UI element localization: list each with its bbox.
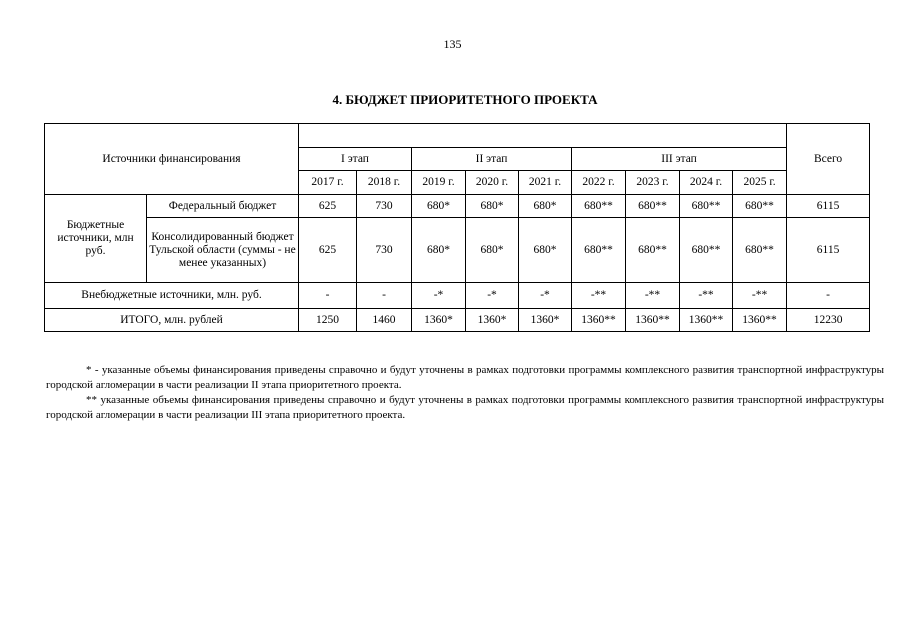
table-cell: 730	[357, 195, 412, 218]
year-header: 2023 г.	[626, 171, 680, 195]
row-total-federal: 6115	[787, 195, 870, 218]
table-cell: 680**	[680, 218, 733, 283]
sources-header: Источники финансирования	[45, 148, 299, 171]
year-header: 2017 г.	[299, 171, 357, 195]
table-cell: 680**	[733, 218, 787, 283]
year-header: 2020 г.	[466, 171, 519, 195]
table-cell: 625	[299, 218, 357, 283]
table-year-row	[45, 171, 870, 195]
year-header: 2024 г.	[680, 171, 733, 195]
table-header-spacer-row	[45, 124, 870, 148]
budget-table	[44, 123, 870, 332]
year-header: 2019 г.	[412, 171, 466, 195]
row-label-total: ИТОГО, млн. рублей	[45, 309, 299, 332]
row-total-regional: 6115	[787, 218, 870, 283]
sources-header-top	[45, 124, 299, 148]
table-cell: 680**	[626, 195, 680, 218]
footnote-double-star: ** указанные объемы финансирования приведены справочно и будут уточнены в рамках подготовки программы комплексного развития транспортной инфраструктуры городской агломерации в части реализации III этапа приоритетного проекта.	[46, 394, 884, 421]
table-stage-row	[45, 148, 870, 171]
table-cell: 1360**	[626, 309, 680, 332]
table-row-regional	[45, 218, 870, 283]
years-header-spacer	[299, 124, 787, 148]
row-label-extrabudget: Внебюджетные источники, млн. руб.	[45, 283, 299, 309]
page-number: 135	[443, 37, 462, 51]
table-cell: -**	[572, 283, 626, 309]
table-cell: 680*	[466, 195, 519, 218]
row-label-regional: Консолидированный бюджет Тульской области (суммы - не менее указанных)	[147, 218, 299, 283]
row-total-extrabudget: -	[787, 283, 870, 309]
table-cell: -**	[680, 283, 733, 309]
footnote-single-star: * - указанные объемы финансирования приведены справочно и будут уточнены в рамках подготовки программы комплексного развития транспортной инфраструктуры городской агломерации в части реализации II этапа приоритетного проекта.	[46, 364, 884, 391]
table-cell: 680**	[626, 218, 680, 283]
table-cell: 1360**	[572, 309, 626, 332]
table-cell: 680**	[680, 195, 733, 218]
table-cell: 680**	[733, 195, 787, 218]
stage-2-header: II этап	[412, 148, 572, 171]
budget-group-label: Бюджетные источники, млн руб.	[45, 195, 147, 283]
table-row-total	[45, 309, 870, 332]
table-cell: 680*	[466, 218, 519, 283]
year-header: 2021 г.	[519, 171, 572, 195]
table-cell: 680*	[519, 218, 572, 283]
table-cell: 1360*	[519, 309, 572, 332]
table-row-federal	[45, 195, 870, 218]
table-cell: 730	[357, 218, 412, 283]
total-header-bottom	[787, 171, 870, 195]
table-row-extrabudget	[45, 283, 870, 309]
table-cell: 1250	[299, 309, 357, 332]
table-cell: -**	[626, 283, 680, 309]
year-header: 2022 г.	[572, 171, 626, 195]
table-cell: 680*	[519, 195, 572, 218]
table-cell: 680**	[572, 218, 626, 283]
table-cell: 1360**	[680, 309, 733, 332]
table-cell: -	[299, 283, 357, 309]
section-title: 4. БЮДЖЕТ ПРИОРИТЕТНОГО ПРОЕКТА	[332, 92, 598, 107]
table-cell: -**	[733, 283, 787, 309]
table-cell: -*	[412, 283, 466, 309]
footnotes	[46, 363, 884, 423]
table-cell: 1360*	[412, 309, 466, 332]
sources-header-bottom	[45, 171, 299, 195]
table-cell: 1360*	[466, 309, 519, 332]
stage-1-header: I этап	[299, 148, 412, 171]
table-cell: -*	[519, 283, 572, 309]
table-cell: 625	[299, 195, 357, 218]
row-total-grand: 12230	[787, 309, 870, 332]
row-label-federal: Федеральный бюджет	[147, 195, 299, 218]
table-cell: 680**	[572, 195, 626, 218]
total-header-top	[787, 124, 870, 148]
year-header: 2025 г.	[733, 171, 787, 195]
year-header: 2018 г.	[357, 171, 412, 195]
table-cell: -*	[466, 283, 519, 309]
table-cell: 680*	[412, 195, 466, 218]
stage-3-header: III этап	[572, 148, 787, 171]
table-cell: -	[357, 283, 412, 309]
table-cell: 1360**	[733, 309, 787, 332]
table-cell: 680*	[412, 218, 466, 283]
total-header: Всего	[787, 148, 870, 171]
table-cell: 1460	[357, 309, 412, 332]
